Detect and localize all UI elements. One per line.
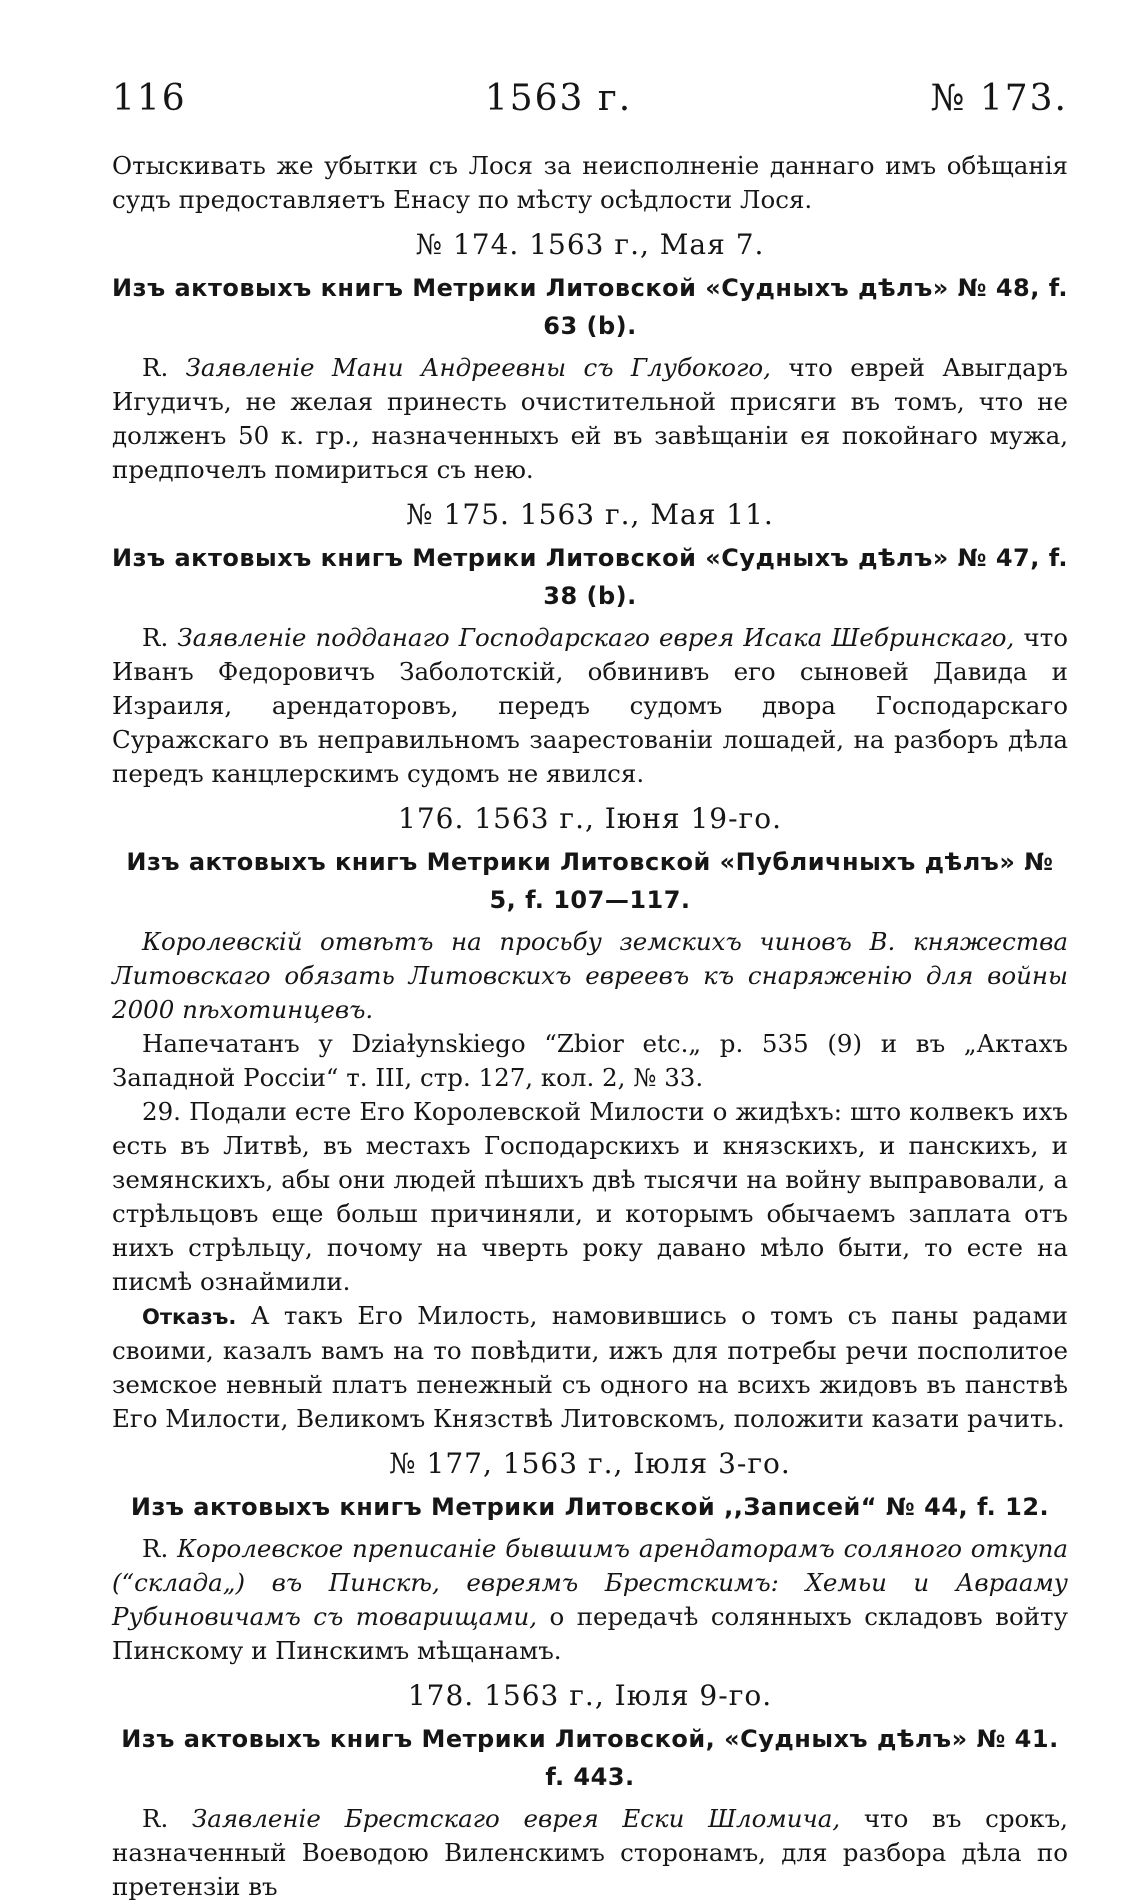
entry-italic-title: Заявленіе Брестскаго еврея Ески Шломича,: [191, 1804, 841, 1833]
entry-heading: № 174. 1563 г., Мая 7.: [415, 228, 765, 261]
entry-body: что еврей Авыгдаръ Игудичъ, не желая принесть очистительной присяги въ томъ, что не долженъ 50 к. гр., назначенныхъ ей въ завѣщаніи ея покойнаго мужа, предпочелъ помириться съ нею.: [112, 353, 1069, 484]
header-year: 1563 г.: [484, 78, 633, 119]
answer-text: А такъ Его Милость, намовившись о томъ съ паны радами своими, казалъ вамъ на то повѣдити, ижъ для потребы речи посполитое земское невный платъ пенежный съ одного на всихъ жидовъ въ панствѣ Его Милости, Великомъ Князствѣ Литовскомъ, положити казати рачить.: [112, 1301, 1068, 1433]
entry-178: [112, 1676, 1068, 1904]
entry-prefix: R.: [142, 353, 169, 382]
entry-source: Изъ актовыхъ книгъ Метрики Литовской «Публичныхъ дѣлъ» № 5, f. 107—117.: [126, 848, 1054, 914]
entry-answer-paragraph: [112, 1299, 1068, 1436]
header-doc-number: № 173.: [930, 78, 1068, 119]
entry-heading: 178. 1563 г., Іюля 9-го.: [407, 1679, 773, 1712]
entry-summary: Королевскій отвѣтъ на просьбу земскихъ чиновъ В. княжества Литовскаго обязать Литовскихъ евреевъ къ снаряженію для войны 2000 пѣхотинцевъ.: [112, 927, 1068, 1024]
entry-177: [112, 1444, 1068, 1668]
entry-body: что въ срокъ, назначенный Воеводою Виленскимъ сторонамъ, для разбора дѣла по претензіи въ: [112, 1804, 1068, 1901]
entry-printed-note: Напечатанъ у Dziaɫynskiego “Zbior etc.„ p. 535 (9) и въ „Актахъ Западной Россіи“ т. III, стр. 127, кол. 2, № 33.: [112, 1029, 1068, 1092]
entry-heading: 176. 1563 г., Іюня 19-го.: [398, 802, 782, 835]
entry-heading: № 175. 1563 г., Мая 11.: [406, 498, 774, 531]
entry-paragraph: [112, 1532, 1068, 1668]
entry-source: Изъ актовыхъ книгъ Метрики Литовской ,,Записей“ № 44, f. 12.: [130, 1493, 1050, 1521]
entry-source: Изъ актовыхъ книгъ Метрики Литовской «Судныхъ дѣлъ» № 48, f. 63 (b).: [112, 274, 1068, 340]
entry-paragraph: [112, 351, 1068, 487]
entry-prefix: R.: [142, 623, 169, 652]
entry-source: Изъ актовыхъ книгъ Метрики Литовской «Судныхъ дѣлъ» № 47, f. 38 (b).: [112, 544, 1068, 610]
answer-label: Отказъ.: [142, 1305, 237, 1329]
entry-italic-title: Королевское преписаніе бывшимъ арендаторамъ соляного откупа (“склада„) въ Пинскѣ, евреямъ Брестскимъ: Хемьи и Аврааму Рубиновичамъ съ товарищами,: [112, 1534, 1068, 1631]
entry-prefix: R.: [142, 1534, 169, 1563]
entry-175: [112, 495, 1068, 791]
entry-body: о передачѣ солянныхъ складовъ войту Пинскому и Пинскимъ мѣщанамъ.: [112, 1602, 1068, 1665]
entry-174: [112, 225, 1068, 487]
continuation-paragraph: Отыскивать же убытки съ Лося за неисполненіе даннаго имъ обѣщанія судъ предоставляетъ Енасу по мѣсту осѣдлости Лося.: [112, 151, 1068, 214]
entry-italic-title: Заявленіе подданаго Господарскаго еврея Исака Шебринскаго,: [177, 623, 1015, 652]
entry-body: что Иванъ Федоровичъ Заболотскій, обвинивъ его сыновей Давида и Израиля, арендаторовъ, передъ судомъ двора Господарскаго Суражскаго въ неправильномъ заарестованіи лошадей, на разборъ дѣла передъ канцлерскимъ судомъ не явился.: [112, 623, 1069, 788]
entry-text: 29. Подали есте Его Королевской Милости о жидѣхъ: штo колвекъ ихъ есть въ Литвѣ, въ местахъ Господарскихъ и князскихъ, и панскихъ, и земянскихъ, абы они людей пѣшихъ двѣ тысячи на войну выправовали, а стрѣльцовъ еще больш причиняли, и которымъ обычаемъ заплата отъ нихъ стрѣльцу, почому на чверть року давано мѣло быти, то есте на писмѣ ознаймили.: [112, 1097, 1068, 1296]
entry-prefix: R.: [142, 1804, 169, 1833]
page-number: 116: [112, 78, 187, 119]
running-header: [112, 78, 1068, 119]
entry-paragraph: [112, 621, 1068, 791]
entry-176: [112, 799, 1068, 1436]
entry-source: Изъ актовыхъ книгъ Метрики Литовской, «Судныхъ дѣлъ» № 41. f. 443.: [121, 1725, 1059, 1791]
entry-heading: № 177, 1563 г., Іюля 3-го.: [389, 1447, 791, 1480]
entry-paragraph: [112, 1802, 1068, 1904]
entry-italic-title: Заявленіе Мани Андреевны съ Глубокого,: [185, 353, 771, 382]
